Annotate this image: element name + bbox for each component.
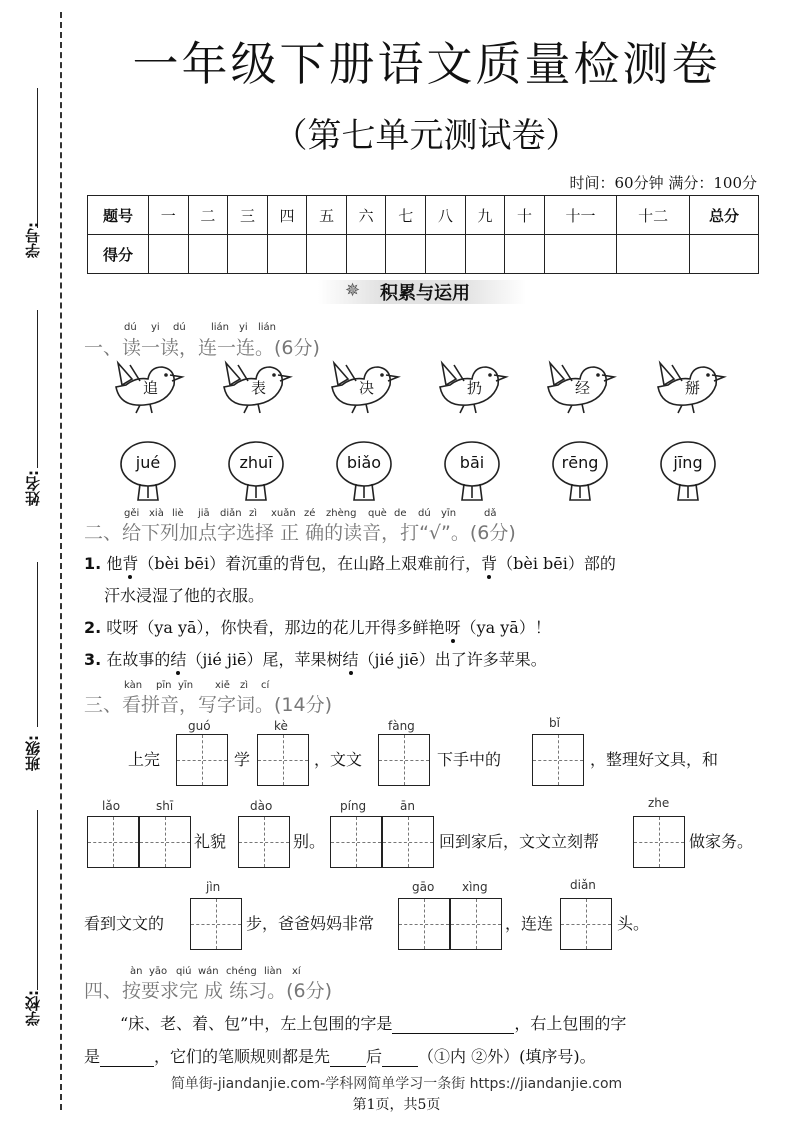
- answer-blank[interactable]: [382, 1050, 418, 1067]
- name-label: 姓名:: [24, 470, 42, 506]
- box-pinyin: ān: [400, 799, 415, 813]
- tree-pinyin: bāi: [459, 453, 485, 472]
- section-title: 积累与运用: [380, 283, 470, 304]
- score-label-cell: 得分: [88, 235, 149, 274]
- writing-box[interactable]: [560, 898, 612, 950]
- writing-box[interactable]: [378, 734, 430, 786]
- q3-text: 看到文文的: [84, 914, 165, 933]
- tree-pinyin: jué: [135, 453, 161, 472]
- box-pinyin: xìng: [462, 880, 488, 894]
- score-table: [87, 195, 759, 274]
- q3-text: 下手中的: [437, 750, 502, 769]
- page-title: 一年级下册语文质量检测卷: [132, 37, 721, 91]
- q3-text: 头。: [617, 914, 650, 933]
- score-cell: 四: [267, 196, 307, 235]
- q3-text: 礼貌: [194, 832, 227, 851]
- item-text[interactable]: （jié jiē）出了许多苹果。: [358, 650, 547, 669]
- writing-box[interactable]: [450, 898, 502, 950]
- pinyin: yi: [239, 322, 248, 333]
- box-pinyin: gāo: [412, 880, 435, 894]
- score-cell: 九: [465, 196, 505, 235]
- dotted-character: 背: [481, 554, 498, 573]
- question-2-item-2: [84, 618, 551, 638]
- box-pinyin: bǐ: [549, 716, 560, 730]
- answer-blank[interactable]: [392, 1017, 514, 1034]
- binding-dashed-line: [60, 12, 62, 1110]
- writing-box[interactable]: [398, 898, 450, 950]
- score-cell: 十一: [544, 196, 617, 235]
- writing-box[interactable]: [238, 816, 290, 868]
- box-pinyin: zhe: [648, 796, 670, 810]
- tree-pinyin: zhuī: [239, 453, 273, 472]
- box-pinyin: kè: [274, 719, 288, 733]
- box-pinyin: jìn: [206, 880, 221, 894]
- item-text: 他: [106, 554, 123, 573]
- score-input-cell[interactable]: [505, 235, 545, 274]
- box-pinyin: fàng: [388, 719, 415, 733]
- class-label: 班级:: [24, 735, 42, 771]
- pinyin: cí: [261, 680, 270, 691]
- score-input-cell[interactable]: [386, 235, 426, 274]
- writing-box[interactable]: [257, 734, 309, 786]
- score-cell: 七: [386, 196, 426, 235]
- q3-text: 步，爸爸妈妈非常: [246, 914, 375, 933]
- pinyin: chéng: [226, 966, 257, 977]
- q4-text: （①内 ②外）(填序号)。: [418, 1047, 596, 1066]
- score-input-cell[interactable]: [228, 235, 268, 274]
- question-2-heading: 二、给下列加点字选择 正 确的读音，打“√”。(6分): [84, 522, 516, 544]
- bird-character: 经: [575, 379, 591, 397]
- watermark-footer: 简单街-jiandanjie.com-学科网简单学习一条街 https://jiandanjie.com: [170, 1076, 623, 1092]
- score-cell: 总分: [690, 196, 759, 235]
- score-input-cell[interactable]: [149, 235, 189, 274]
- q3-text: ，连连: [505, 914, 554, 933]
- question-2-item-1-cont: 汗水浸湿了他的衣服。: [104, 586, 265, 605]
- item-text[interactable]: （bèi bēi）着沉重的背包，在山路上艰难前行，: [138, 554, 482, 573]
- pinyin: yāo: [149, 966, 168, 977]
- score-cell: 三: [228, 196, 268, 235]
- score-cell: 八: [426, 196, 466, 235]
- time-info: 时间：60分钟 满分：100分: [569, 174, 757, 192]
- question-4-line-2: [84, 1047, 596, 1067]
- answer-blank[interactable]: [330, 1050, 366, 1067]
- question-3-heading: 三、看拼音，写字词。(14分): [84, 694, 333, 716]
- pinyin: lián: [211, 322, 230, 333]
- score-input-cell[interactable]: [307, 235, 347, 274]
- question-4-heading: 四、按要求完 成 练习。(6分): [84, 980, 332, 1002]
- q3-text: ，文文: [314, 750, 363, 769]
- pinyin: yi: [151, 322, 160, 333]
- writing-box[interactable]: [139, 816, 191, 868]
- box-pinyin: píng: [340, 799, 367, 813]
- pinyin: jiā: [198, 508, 210, 519]
- writing-box[interactable]: [532, 734, 584, 786]
- pinyin: zì: [249, 508, 258, 519]
- question-2-item-1: [84, 554, 616, 574]
- school-underline: [37, 810, 38, 990]
- pinyin: liàn: [264, 966, 283, 977]
- dotted-character: 背: [122, 554, 139, 573]
- score-cell: 题号: [88, 196, 149, 235]
- answer-blank[interactable]: [100, 1050, 154, 1067]
- question-4-line-1: [120, 1014, 626, 1034]
- score-cell: 十二: [617, 196, 690, 235]
- dotted-character: 呀: [444, 618, 461, 637]
- q4-text: 是: [84, 1047, 101, 1066]
- bird-character: 掰: [685, 379, 701, 397]
- q3-text: 回到家后，文文立刻帮: [439, 832, 600, 851]
- score-input-cell[interactable]: [617, 235, 690, 274]
- bird-character: 决: [359, 379, 375, 397]
- bird-character: 扔: [467, 379, 483, 397]
- item-text[interactable]: （ya yā）！: [460, 618, 551, 637]
- pinyin: àn: [130, 966, 143, 977]
- tree-pinyin: rēng: [561, 453, 599, 472]
- box-pinyin: lǎo: [102, 799, 121, 813]
- name-underline: [37, 310, 38, 468]
- question-2-item-3: [84, 650, 547, 670]
- score-input-cell[interactable]: [690, 235, 759, 274]
- school-label: 学校:: [24, 990, 42, 1026]
- q3-text: 上完: [128, 750, 161, 769]
- q4-text: “床、老、着、包”中，左上包围的字是: [120, 1014, 393, 1033]
- pinyin: xiě: [215, 680, 230, 691]
- page-number: 第1页，共5页: [352, 1097, 441, 1113]
- pinyin: zhèng: [326, 508, 357, 519]
- sparkle-icon: ✵: [345, 280, 361, 301]
- item-text: 在故事的: [106, 650, 171, 669]
- pinyin: dú: [124, 322, 137, 333]
- score-table-header-row: [88, 196, 759, 235]
- pinyin: pīn: [156, 680, 172, 691]
- writing-box[interactable]: [382, 816, 434, 868]
- pinyin: yīn: [441, 508, 457, 519]
- pinyin: wán: [198, 966, 219, 977]
- item-number: 2.: [84, 618, 102, 637]
- page-subtitle: （第七单元测试卷）: [273, 116, 580, 156]
- bird-character: 表: [251, 379, 267, 397]
- box-pinyin: dào: [250, 799, 273, 813]
- pinyin: zé: [304, 508, 316, 519]
- writing-box[interactable]: [633, 816, 685, 868]
- pinyin: xí: [292, 966, 301, 977]
- pinyin: què: [368, 508, 387, 519]
- score-cell: 二: [188, 196, 228, 235]
- score-table-score-row: [88, 235, 759, 274]
- box-pinyin: diǎn: [570, 878, 596, 892]
- writing-box[interactable]: [190, 898, 242, 950]
- pinyin: diǎn: [220, 508, 242, 519]
- q4-text: 后: [366, 1047, 383, 1066]
- score-input-cell[interactable]: [267, 235, 307, 274]
- pinyin: dú: [418, 508, 431, 519]
- pinyin: dǎ: [484, 508, 497, 519]
- pinyin: liè: [172, 508, 184, 519]
- score-cell: 五: [307, 196, 347, 235]
- writing-box[interactable]: [87, 816, 139, 868]
- writing-box[interactable]: [176, 734, 228, 786]
- q3-text: 做家务。: [689, 832, 754, 851]
- q3-text: 别。: [293, 832, 326, 851]
- pinyin: kàn: [124, 680, 143, 691]
- score-input-cell[interactable]: [188, 235, 228, 274]
- student-id-underline: [37, 88, 38, 228]
- class-underline: [37, 562, 38, 727]
- tree-pinyin: jīng: [673, 453, 703, 472]
- score-input-cell[interactable]: [346, 235, 386, 274]
- score-cell: 十: [505, 196, 545, 235]
- q4-text: ，右上包围的字: [514, 1014, 627, 1033]
- score-input-cell[interactable]: [465, 235, 505, 274]
- item-text[interactable]: （jié jiē）尾，苹果树: [186, 650, 343, 669]
- box-pinyin: shī: [156, 799, 174, 813]
- score-input-cell[interactable]: [426, 235, 466, 274]
- pinyin: yīn: [178, 680, 194, 691]
- q4-text: ，它们的笔顺规则都是先: [154, 1047, 331, 1066]
- question-1-heading: 一、读一读，连一连。(6分): [84, 337, 320, 359]
- bird-character: 追: [143, 379, 159, 397]
- pinyin: de: [394, 508, 407, 519]
- writing-box[interactable]: [330, 816, 382, 868]
- pinyin: xià: [149, 508, 164, 519]
- pinyin: dú: [173, 322, 186, 333]
- item-text[interactable]: 哎呀（ya yā），你快看，那边的花儿开得多鲜艳: [106, 618, 445, 637]
- dotted-character: 结: [342, 650, 359, 669]
- pinyin: xuǎn: [271, 508, 296, 519]
- tree-pinyin: biǎo: [346, 453, 382, 472]
- score-cell: 六: [346, 196, 386, 235]
- score-input-cell[interactable]: [544, 235, 617, 274]
- student-id-label: 学号:: [24, 222, 42, 258]
- pinyin: gěi: [124, 508, 140, 519]
- pinyin: lián: [258, 322, 277, 333]
- score-cell: 一: [149, 196, 189, 235]
- q3-text: 学: [234, 750, 251, 769]
- item-number: 3.: [84, 650, 102, 669]
- item-number: 1.: [84, 554, 102, 573]
- pinyin: qiú: [176, 966, 192, 977]
- pinyin: zì: [240, 680, 249, 691]
- q3-text: ，整理好文具，和: [590, 750, 719, 769]
- item-text[interactable]: （bèi bēi）部的: [497, 554, 616, 573]
- dotted-character: 结: [170, 650, 187, 669]
- box-pinyin: guó: [188, 719, 211, 733]
